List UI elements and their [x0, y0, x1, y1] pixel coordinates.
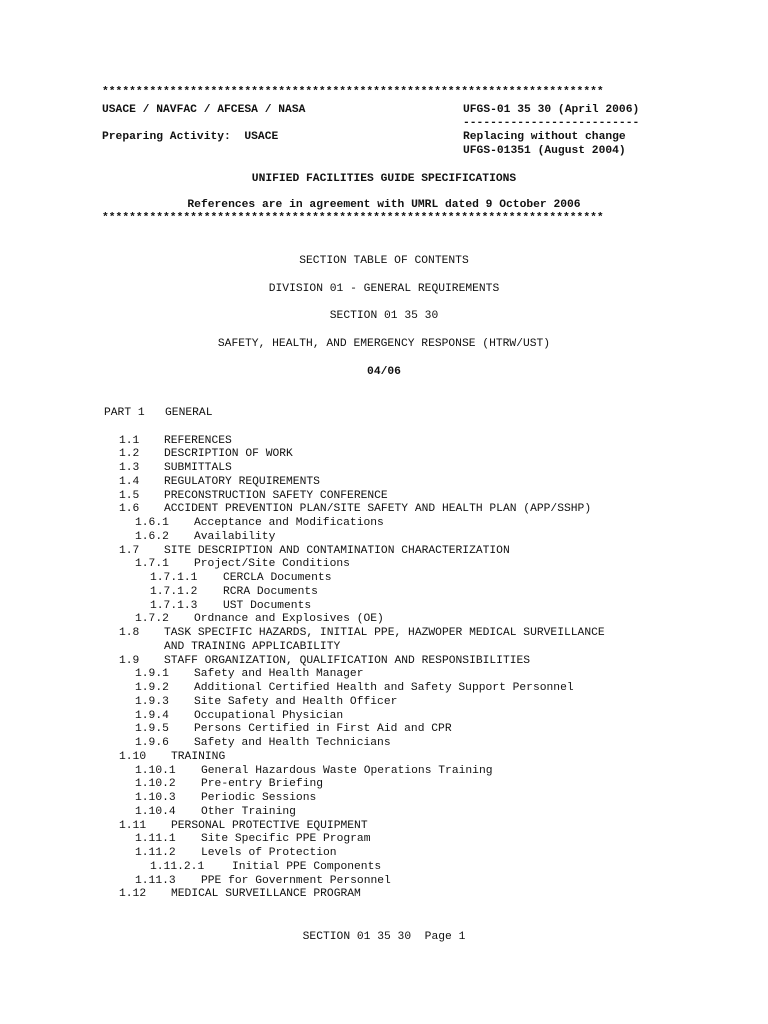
toc-title: SITE DESCRIPTION AND CONTAMINATION CHARACTERIZATION — [164, 544, 510, 557]
toc-number: 1.10.3 — [135, 792, 176, 804]
toc-title: REFERENCES — [164, 434, 232, 447]
toc-title: PPE for Government Personnel — [201, 874, 391, 887]
toc-title: Additional Certified Health and Safety Support Personnel — [194, 682, 574, 694]
header-replacing-line1: Replacing without change — [463, 131, 626, 143]
toc-number: 1.3 — [119, 462, 140, 474]
toc-number: 1.9.4 — [135, 709, 169, 722]
toc-number: 1.11.2 — [135, 847, 176, 859]
toc-number: 1.11.1 — [135, 833, 176, 846]
toc-number: 1.11 — [119, 819, 147, 832]
toc-title: STAFF ORGANIZATION, QUALIFICATION AND RESPONSIBILITIES — [164, 654, 531, 667]
section-subject: SAFETY, HEALTH, AND EMERGENCY RESPONSE (HTRW/UST) — [217, 338, 551, 350]
toc-number: 1.11.3 — [135, 874, 176, 887]
header-agencies: USACE / NAVFAC / AFCESA / NASA — [102, 104, 306, 116]
toc-title: TASK SPECIFIC HAZARDS, INITIAL PPE, HAZWOPER MEDICAL SURVEILLANCE — [164, 627, 605, 639]
toc-number: 1.4 — [119, 475, 140, 488]
page-footer: SECTION 01 35 30 Page 1 — [302, 931, 466, 943]
toc-number: 1.10.4 — [135, 805, 176, 818]
header-preparing-activity: Preparing Activity: USACE — [102, 131, 279, 143]
toc-title: Site Specific PPE Program — [201, 833, 371, 846]
header-stars-bottom: ************************************************************************** — [102, 212, 604, 224]
toc-number: 1.9.2 — [135, 682, 169, 694]
toc-title: General Hazardous Waste Operations Training — [201, 764, 493, 777]
toc-title: Occupational Physician — [194, 709, 344, 722]
toc-number: 1.6.2 — [135, 530, 169, 543]
toc-number: 1.7.1.1 — [150, 572, 198, 584]
toc-title: Safety and Health Technicians — [194, 737, 391, 749]
toc-title: Availability — [194, 530, 276, 543]
toc-title: RCRA Documents — [223, 585, 318, 598]
toc-number: 1.1 — [119, 434, 140, 447]
toc-number: 1.5 — [119, 489, 140, 502]
toc-number: 1.10 — [119, 750, 147, 763]
toc-number: 1.10.2 — [135, 778, 176, 791]
date-code: 04/06 — [367, 366, 401, 378]
toc-title: REGULATORY REQUIREMENTS — [164, 475, 320, 488]
toc-title: Other Training — [201, 805, 296, 818]
toc-number: 1.9.5 — [135, 723, 169, 736]
toc-number: 1.6 — [119, 503, 140, 516]
toc-number: 1.9 — [119, 654, 140, 667]
toc-title: Safety and Health Manager — [194, 668, 364, 681]
toc-title: CERCLA Documents — [223, 572, 332, 584]
toc-title: Periodic Sessions — [201, 792, 317, 804]
toc-title: DESCRIPTION OF WORK — [164, 448, 293, 461]
toc-number: 1.6.1 — [135, 517, 169, 529]
header-replacing-line2: UFGS-01351 (August 2004) — [463, 145, 626, 157]
toc-title: PERSONAL PROTECTIVE EQUIPMENT — [171, 819, 368, 832]
toc-number: 1.8 — [119, 627, 140, 639]
section-number: SECTION 01 35 30 — [329, 310, 439, 322]
toc-title: AND TRAINING APPLICABILITY — [164, 640, 341, 653]
references-note: References are in agreement with UMRL dated 9 October 2006 — [187, 199, 581, 211]
toc-title: Ordnance and Explosives (OE) — [194, 613, 384, 626]
section-toc-title: SECTION TABLE OF CONTENTS — [299, 255, 469, 267]
toc-title: MEDICAL SURVEILLANCE PROGRAM — [171, 888, 361, 901]
toc-title: SUBMITTALS — [164, 462, 232, 474]
toc-title: Initial PPE Components — [232, 860, 382, 873]
toc-title: Persons Certified in First Aid and CPR — [194, 723, 452, 736]
toc-title: Acceptance and Modifications — [194, 517, 384, 529]
toc-number: 1.7.2 — [135, 613, 169, 626]
toc-title: Project/Site Conditions — [194, 558, 350, 571]
header-dashes: -------------------------- — [463, 117, 640, 129]
division-title: DIVISION 01 - GENERAL REQUIREMENTS — [268, 283, 500, 295]
toc-number: 1.7.1 — [135, 558, 169, 571]
toc-number: 1.7.1.2 — [150, 585, 198, 598]
toc-title: ACCIDENT PREVENTION PLAN/SITE SAFETY AND HEALTH PLAN (APP/SSHP) — [164, 503, 592, 516]
toc-number: 1.7.1.3 — [150, 599, 198, 612]
toc-title: PRECONSTRUCTION SAFETY CONFERENCE — [164, 489, 388, 502]
toc-number: 1.9.6 — [135, 737, 169, 749]
part-label: PART 1 GENERAL — [104, 407, 213, 419]
toc-title: Site Safety and Health Officer — [194, 695, 398, 708]
toc-number: 1.12 — [119, 888, 147, 901]
toc-number: 1.11.2.1 — [150, 860, 205, 873]
toc-number: 1.7 — [119, 544, 140, 557]
guide-title: UNIFIED FACILITIES GUIDE SPECIFICATIONS — [251, 173, 517, 185]
toc-title: Pre-entry Briefing — [201, 778, 324, 791]
header-stars-top: ************************************************************************** — [102, 86, 604, 98]
toc-number: 1.9.1 — [135, 668, 169, 681]
toc-number: 1.9.3 — [135, 695, 169, 708]
toc-title: Levels of Protection — [201, 847, 337, 859]
toc-title: TRAINING — [171, 750, 226, 763]
toc-number: 1.10.1 — [135, 764, 176, 777]
header-ufgs-id: UFGS-01 35 30 (April 2006) — [463, 104, 640, 116]
toc-number: 1.2 — [119, 448, 140, 461]
toc-title: UST Documents — [223, 599, 312, 612]
